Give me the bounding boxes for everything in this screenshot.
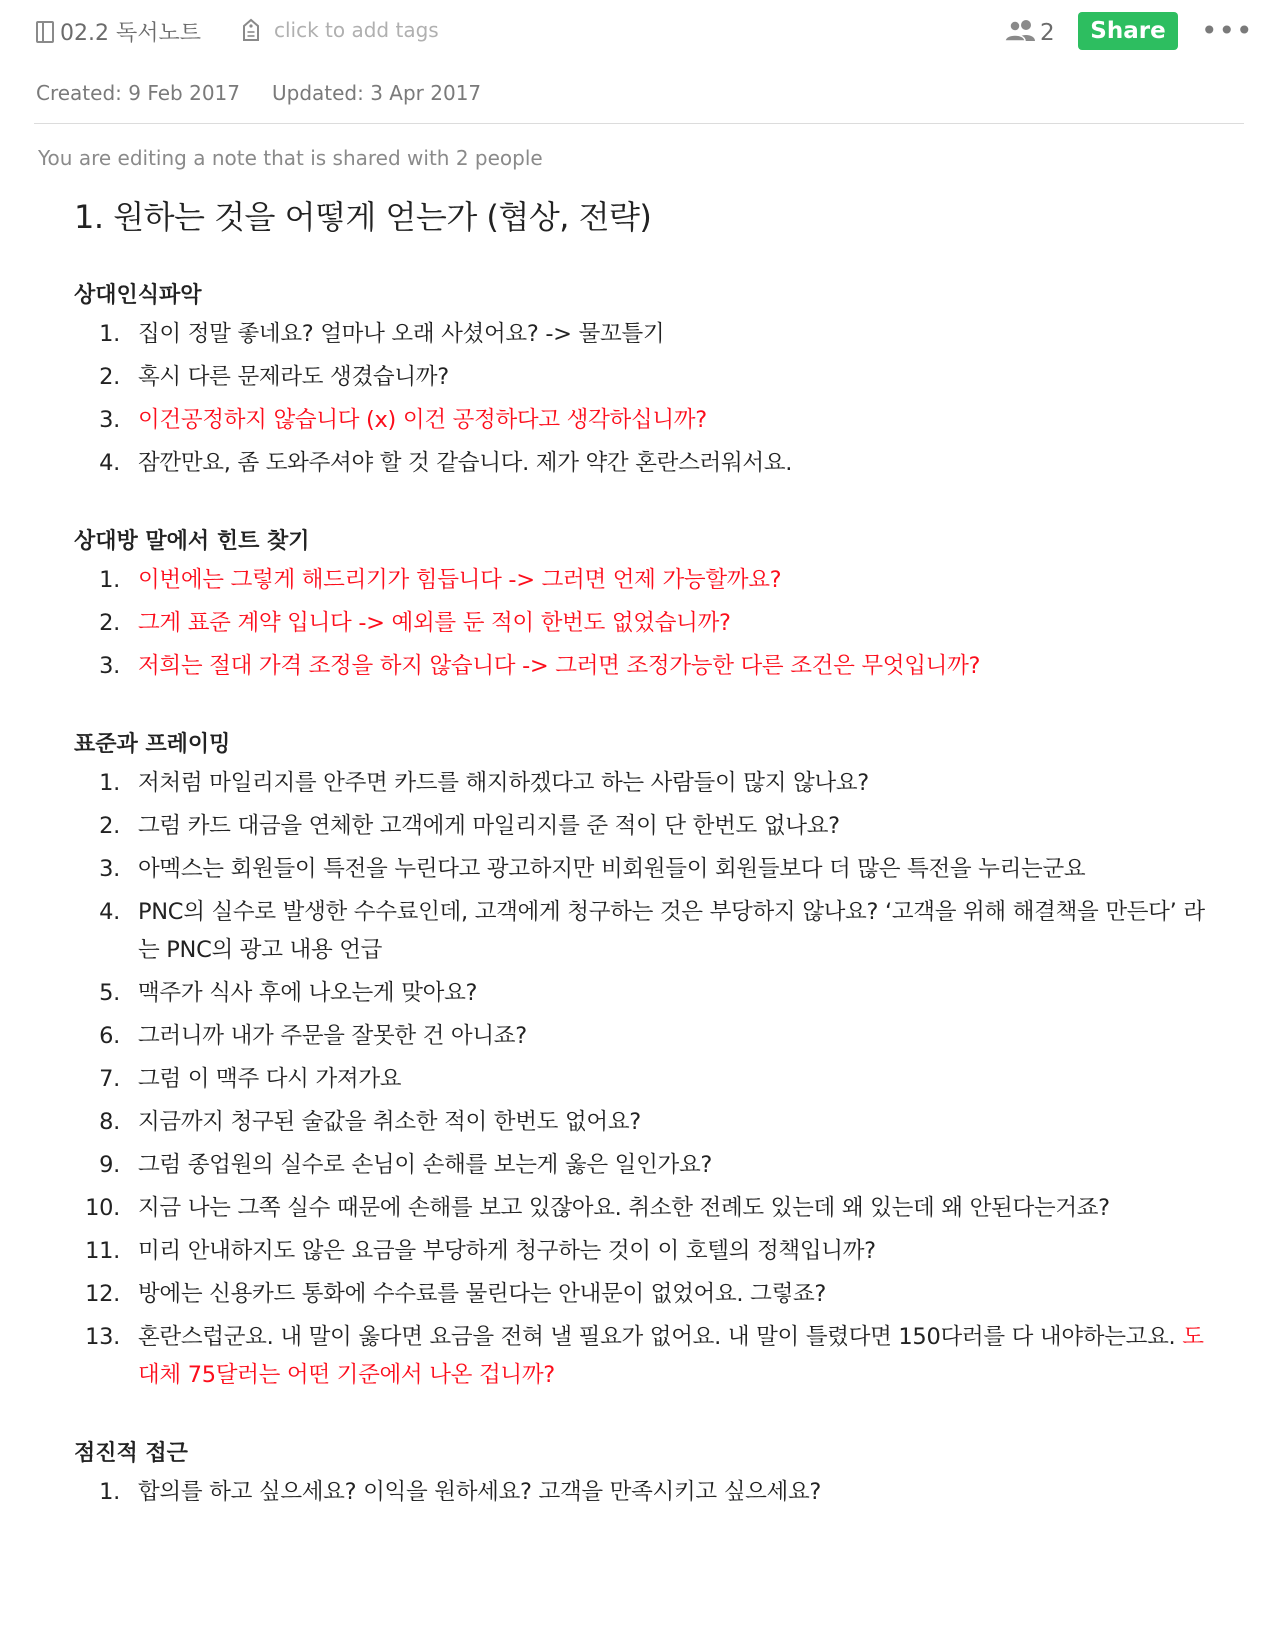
note-title[interactable]: 1. 원하는 것을 어떻게 얻는가 (협상, 전략) [74, 198, 652, 236]
section-heading: 표준과 프레이밍 [74, 732, 231, 757]
list-item [74, 1473, 1214, 1511]
list-item [74, 561, 1214, 599]
list-item-plain-text: 그럼 이 맥주 다시 가져가요 [138, 1066, 402, 1092]
list-item-text [138, 807, 1214, 845]
list-item-highlighted-text: 그게 표준 계약 입니다 -> 예외를 둔 적이 한번도 없었습니까? [138, 610, 731, 636]
list-item-number: 1. [99, 1479, 120, 1505]
list-item-number: 1. [99, 770, 120, 796]
list-item-text [138, 358, 1214, 396]
list-item-number: 13. [85, 1324, 120, 1350]
notebook-name: 02.2 독서노트 [60, 21, 201, 46]
list-item [74, 893, 1214, 969]
note-body[interactable] [74, 192, 1214, 1516]
section-heading: 상대인식파악 [74, 283, 202, 308]
list-item-text [138, 850, 1214, 888]
note-metadata [36, 81, 481, 105]
list-item-plain-text: 그럼 카드 대금을 연체한 고객에게 마일리지를 준 적이 단 한번도 없나요? [138, 813, 840, 839]
note-section [74, 1436, 1214, 1511]
list-item-number: 2. [99, 813, 120, 839]
list-item-number: 3. [99, 856, 120, 882]
list-item-text [138, 401, 1214, 439]
list-item [74, 1060, 1214, 1098]
note-section [74, 727, 1214, 1394]
list-item-number: 3. [99, 407, 120, 433]
list-item-highlighted-text: 도대체 75달러는 어떤 기준에서 나온 겁니까? [138, 1324, 1204, 1388]
list-item-plain-text: 잠깐만요, 좀 도와주셔야 할 것 같습니다. 제가 약간 혼란스러워서요. [138, 450, 793, 476]
more-options-icon[interactable]: ••• [1201, 14, 1254, 47]
notebook-icon [36, 21, 54, 43]
list-item-text [138, 764, 1214, 802]
list-item-number: 12. [85, 1281, 120, 1307]
list-item-plain-text: 혼란스럽군요. 내 말이 옳다면 요금을 전혀 낼 필요가 없어요. 내 말이 틀렸다면 150다러를 다 내야하는고요. [138, 1324, 1183, 1350]
list-item-text [138, 1189, 1214, 1227]
list-item-number: 8. [99, 1109, 120, 1135]
numbered-list [74, 764, 1214, 1394]
list-item-plain-text: 그럼 종업원의 실수로 손님이 손해를 보는게 옳은 일인가요? [138, 1152, 713, 1178]
list-item-number: 5. [99, 980, 120, 1006]
list-item-text [138, 1275, 1214, 1313]
list-item-text [138, 315, 1214, 353]
note-header [0, 0, 1280, 66]
people-icon [1004, 18, 1038, 48]
list-item-highlighted-text: 저희는 절대 가격 조정을 하지 않습니다 -> 그러면 조정가능한 다른 조건은 무엇입니까? [138, 653, 981, 679]
list-item-number: 3. [99, 653, 120, 679]
list-item-plain-text: 미리 안내하지도 않은 요금을 부당하게 청구하는 것이 이 호텔의 정책입니까? [138, 1238, 876, 1264]
note-section [74, 524, 1214, 685]
notebook-selector[interactable] [36, 16, 201, 47]
list-item [74, 401, 1214, 439]
list-item-number: 4. [99, 899, 120, 925]
list-item-text [138, 1060, 1214, 1098]
list-item-number: 6. [99, 1023, 120, 1049]
list-item-plain-text: 합의를 하고 싶으세요? 이익을 원하세요? 고객을 만족시키고 싶으세요? [138, 1479, 822, 1505]
list-item-text [138, 1146, 1214, 1184]
list-item-text [138, 561, 1214, 599]
list-item [74, 1275, 1214, 1313]
list-item-text [138, 1232, 1214, 1270]
updated-date: Updated: 3 Apr 2017 [272, 81, 482, 105]
list-item-plain-text: 방에는 신용카드 통화에 수수료를 물린다는 안내문이 없었어요. 그렇죠? [138, 1281, 827, 1307]
list-item-plain-text: 아멕스는 회원들이 특전을 누린다고 광고하지만 비회원들이 회원들보다 더 많은 특전을 누리는군요 [138, 856, 1086, 882]
section-heading: 점진적 접근 [74, 1441, 188, 1466]
note-section [74, 278, 1214, 482]
list-item [74, 1017, 1214, 1055]
list-item-text [138, 1318, 1214, 1394]
list-item [74, 647, 1214, 685]
share-button[interactable]: Share [1078, 12, 1178, 50]
list-item-number: 1. [99, 321, 120, 347]
list-item [74, 974, 1214, 1012]
list-item [74, 1146, 1214, 1184]
section-heading: 상대방 말에서 힌트 찾기 [74, 529, 310, 554]
list-item-plain-text: 지금까지 청구된 술값을 취소한 적이 한번도 없어요? [138, 1109, 641, 1135]
list-item-highlighted-text: 이번에는 그렇게 해드리기가 힘듭니다 -> 그러면 언제 가능할까요? [138, 567, 782, 593]
list-item [74, 1189, 1214, 1227]
list-item-plain-text: PNC의 실수로 발생한 수수료인데, 고객에게 청구하는 것은 부당하지 않나요? ‘고객을 위해 해결책을 만든다’ 라는 PNC의 광고 내용 언급 [138, 899, 1205, 963]
list-item [74, 1103, 1214, 1141]
list-item-text [138, 893, 1214, 969]
list-item [74, 604, 1214, 642]
list-item-plain-text: 집이 정말 좋네요? 얼마나 오래 사셨어요? -> 물꼬틀기 [138, 321, 665, 347]
list-item-number: 9. [99, 1152, 120, 1178]
list-item [74, 315, 1214, 353]
list-item-plain-text: 맥주가 식사 후에 나오는게 맞아요? [138, 980, 478, 1006]
list-item [74, 444, 1214, 482]
list-item-number: 1. [99, 567, 120, 593]
list-item-number: 10. [85, 1195, 120, 1221]
list-item-highlighted-text: 이건공정하지 않습니다 (x) 이건 공정하다고 생각하십니까? [138, 407, 707, 433]
list-item [74, 807, 1214, 845]
list-item-text [138, 444, 1214, 482]
list-item-number: 4. [99, 450, 120, 476]
list-item [74, 850, 1214, 888]
list-item [74, 358, 1214, 396]
list-item-number: 7. [99, 1066, 120, 1092]
shared-notice: You are editing a note that is shared with 2 people [38, 146, 543, 170]
tag-icon [242, 18, 260, 42]
shared-people-button[interactable] [1004, 18, 1055, 48]
list-item-number: 2. [99, 364, 120, 390]
list-item-text [138, 974, 1214, 1012]
tags-area[interactable] [242, 18, 534, 42]
numbered-list [74, 1473, 1214, 1511]
tags-input[interactable] [274, 18, 534, 42]
numbered-list [74, 315, 1214, 482]
list-item-number: 11. [85, 1238, 120, 1264]
list-item-text [138, 604, 1214, 642]
list-item-text [138, 647, 1214, 685]
list-item [74, 1232, 1214, 1270]
list-item-text [138, 1473, 1214, 1511]
list-item [74, 1318, 1214, 1394]
created-date: Created: 9 Feb 2017 [36, 81, 240, 105]
list-item-number: 2. [99, 610, 120, 636]
list-item-plain-text: 지금 나는 그쪽 실수 때문에 손해를 보고 있잖아요. 취소한 전례도 있는데 왜 있는데 왜 안된다는거죠? [138, 1195, 1110, 1221]
numbered-list [74, 561, 1214, 685]
list-item-text [138, 1017, 1214, 1055]
list-item-plain-text: 혹시 다른 문제라도 생겼습니까? [138, 364, 449, 390]
list-item [74, 764, 1214, 802]
shared-count: 2 [1040, 20, 1055, 46]
header-divider [34, 123, 1244, 124]
list-item-plain-text: 저처럼 마일리지를 안주면 카드를 해지하겠다고 하는 사람들이 많지 않나요? [138, 770, 869, 796]
list-item-plain-text: 그러니까 내가 주문을 잘못한 건 아니죠? [138, 1023, 527, 1049]
list-item-text [138, 1103, 1214, 1141]
